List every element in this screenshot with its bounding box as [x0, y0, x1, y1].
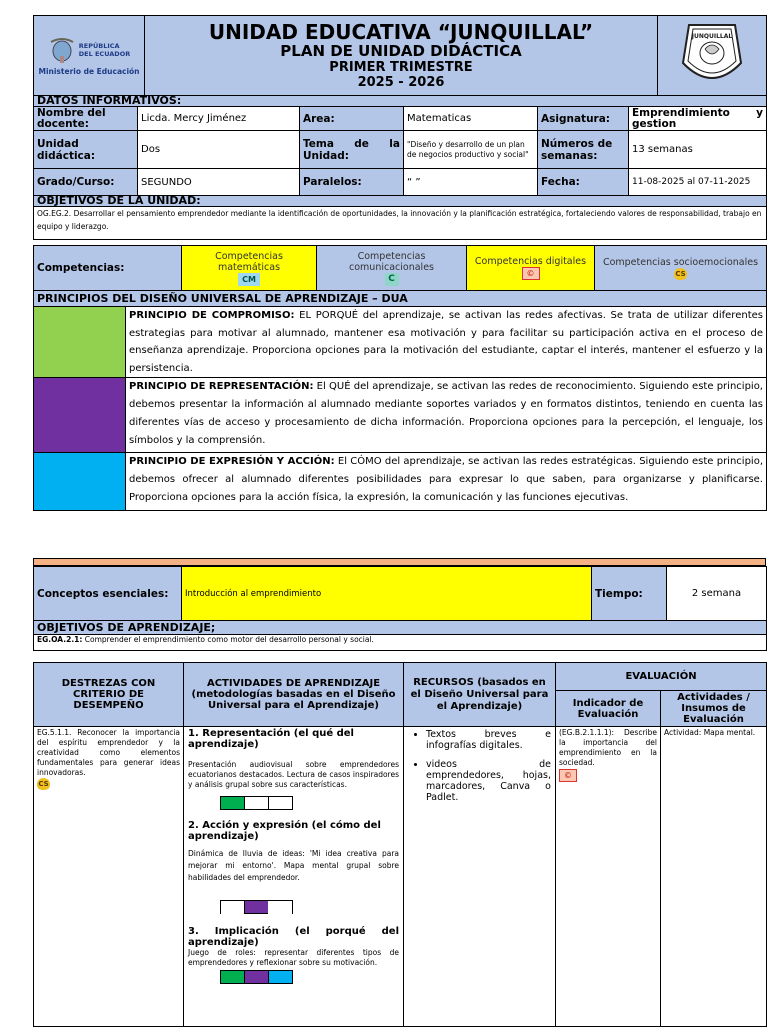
dua-bar-empty [244, 796, 269, 810]
term-title: PRIMER TRIMESTRE [329, 60, 473, 75]
dua-p1-title: PRINCIPIO DE COMPROMISO: [129, 310, 295, 321]
dua-bar-green [220, 970, 245, 984]
learning-objective-text: Comprender el emprendimiento como motor del desarrollo personal y social. [82, 635, 374, 644]
col-resources-header: RECURSOS (basados en el Diseño Universal para el Aprendizaje) [404, 663, 556, 727]
dua-bar-empty [220, 900, 245, 914]
topic-value: "Diseño y desarrollo de un plan de negocios productivo y social" [404, 131, 538, 169]
school-seal [658, 16, 767, 96]
activity-3-text: Juego de roles: representar diferentes tipos de emprendedores y reflexionar sobre su motivación. [188, 948, 399, 967]
activity-2-title: 2. Acción y expresión (el cómo del aprendizaje) [188, 820, 381, 842]
subject-value: Emprendimiento y gestion [629, 107, 767, 131]
skill-cell [34, 727, 184, 1027]
objectives-section-title: OBJETIVOS DE LA UNIDAD: [34, 196, 767, 207]
objectives-text: OG.EG.2. Desarrollar el pensamiento emprendedor mediante la identificación de oportunidades, la innovación y la planificación estratégica, fortaleciendo valores de responsabilidad, trabajo en equipo y liderazgo. [34, 207, 767, 240]
time-label: Tiempo: [592, 567, 667, 621]
socioemotional-competency-icon: CS [38, 780, 49, 788]
grade-value: SEGUNDO [138, 169, 300, 196]
activity-1-title: 1. Representación (el qué del aprendizaje) [188, 728, 354, 750]
activity-3-dua-bars [188, 968, 399, 984]
svg-text:JUNQUILLAL: JUNQUILLAL [691, 32, 733, 40]
parallel-value: “ ” [404, 169, 538, 196]
area-label: Area: [300, 107, 404, 131]
competency-digital [467, 246, 595, 291]
resource-item: • videos de emprendedores, hojas, marcadores, Canva o Padlet. [426, 759, 551, 803]
planning-table [33, 662, 767, 1027]
col-indicator-header: Indicador de Evaluación [556, 691, 661, 727]
col-eval-activities-header: Actividades / Insumos de Evaluación [661, 691, 767, 727]
header-table [33, 15, 767, 96]
competencies-table [33, 245, 767, 291]
dua-table [33, 290, 767, 511]
area-value: Matematicas [404, 107, 538, 131]
dua-bar-empty [268, 900, 293, 914]
plan-title: PLAN DE UNIDAD DIDÁCTICA [280, 42, 522, 60]
school-seal-icon [677, 19, 747, 89]
concepts-table [33, 566, 767, 651]
socioemotional-competency-icon: CS [675, 269, 686, 278]
dua-p3-title: PRINCIPIO DE EXPRESIÓN Y ACCIÓN: [129, 456, 335, 467]
date-label: Fecha: [538, 169, 629, 196]
dua-p2-title: PRINCIPIO DE REPRESENTACIÓN: [129, 381, 314, 392]
dua-principle-commitment [126, 307, 767, 378]
competency-comm-label: Competencias comunicacionales [349, 250, 434, 273]
dua-p3-text: El CÓMO del aprendizaje, se activan las redes estratégicas. Siguiendo este principio, debemos ofrecer al alumnado diferentes posibilidades para expresar lo que saben, para organizarse y planificarse. Proporciona opciones para la acción física, la expresión, la comunicación y las funciones ejecutivas. [129, 456, 763, 503]
learning-objectives-title: OBJETIVOS DE APRENDIZAJE; [34, 621, 767, 635]
dua-p1-text: EL PORQUÉ del aprendizaje, se activan las redes afectivas. Se trata de utilizar diferentes estrategias para motivar al alumnado, mantener esa motivación y para facilitar su participación activa en el proceso de enseñanza aprendizaje. Proporciona opciones para la motivación del estudiante, captar el interés, mantener el esfuerzo y la persistencia. [129, 310, 763, 374]
col-activities-header: ACTIVIDADES DE APRENDIZAJE (metodologías basadas en el Diseño Universal para el Aprendizaje) [184, 663, 404, 727]
concepts-label: Conceptos esenciales: [34, 567, 182, 621]
skill-text: EG.5.1.1. Reconocer la importancia del espíritu emprendedor y la creatividad como elementos fundamentales para generar ideas innovadoras. [37, 728, 180, 777]
digital-competency-icon: © [559, 769, 577, 782]
learning-objective-code: EG.OA.2.1: [37, 635, 83, 644]
grade-label: Grado/Curso: [34, 169, 138, 196]
competency-math-label: Competencias matemáticas [215, 250, 283, 273]
dua-section-title: PRINCIPIOS DEL DISEÑO UNIVERSAL DE APRENDIZAJE – DUA [34, 291, 767, 307]
competency-math [182, 246, 317, 291]
competency-communication [317, 246, 467, 291]
dua-color-expression [34, 453, 126, 511]
teacher-label: Nombre del docente: [34, 107, 138, 131]
indicator-cell [556, 727, 661, 1027]
republic-line1: REPÚBLICA [78, 41, 120, 50]
col-skills-header: DESTREZAS CON CRITERIO DE DESEMPEÑO [34, 663, 184, 727]
activity-2-text: Dinámica de lluvia de ideas: 'Mi idea creativa para mejorar mi entorno'. Mapa mental grupal sobre habilidades del emprendedor. [188, 849, 399, 882]
dua-principle-expression [126, 453, 767, 511]
digital-competency-icon: © [522, 267, 540, 280]
parallel-label: Paralelos: [300, 169, 404, 196]
resource-item: • Textos breves e infografías digitales. [426, 729, 551, 751]
indicator-text: (EG.B.2.1.1.1): Describe la importancia del emprendimiento en la sociedad. [559, 728, 657, 767]
school-name: UNIDAD EDUCATIVA “JUNQUILLAL” [208, 20, 594, 44]
ministry-logo [34, 16, 145, 96]
dua-bar-blue [268, 970, 293, 984]
dua-color-commitment [34, 307, 126, 378]
competency-socioemotional [595, 246, 767, 291]
math-competency-icon: CM [238, 273, 260, 286]
header-titles [145, 16, 658, 96]
weeks-value: 13 semanas [629, 131, 767, 169]
activity-1-text: Presentación audiovisual sobre emprendedores ecuatorianos destacados. Lectura de casos inspiradores y análisis grupal sobre sus características. [188, 760, 399, 789]
weeks-label: Números de semanas: [538, 131, 629, 169]
dua-principle-representation [126, 378, 767, 453]
communication-competency-icon: C [385, 273, 399, 286]
dua-color-representation [34, 378, 126, 453]
info-section-title: DATOS INFORMATIVOS: [34, 96, 767, 107]
dua-bar-green [220, 796, 245, 810]
competency-socio-label: Competencias socioemocionales [602, 256, 759, 268]
republic-line2: DEL ECUADOR [78, 49, 131, 58]
time-value: 2 semana [667, 567, 767, 621]
activity-2-dua-bars [188, 884, 399, 920]
learning-objective [34, 635, 767, 651]
topic-label: Tema de la Unidad: [300, 131, 404, 169]
dua-bar-purple [244, 900, 269, 914]
unit-value: Dos [138, 131, 300, 169]
teacher-value: Licda. Mercy Jiménez [138, 107, 300, 131]
activity-3-title: 3. Implicación (el porqué del aprendizaje) [188, 926, 399, 948]
activity-1-dua-bars [188, 790, 399, 816]
dua-bar-empty [268, 796, 293, 810]
dua-bar-purple [244, 970, 269, 984]
resources-cell [404, 727, 556, 1027]
eval-activity-cell: Actividad: Mapa mental. [661, 727, 767, 1027]
activities-cell [184, 727, 404, 1027]
competencies-label: Competencias: [34, 246, 182, 291]
concepts-value: Introducción al emprendimiento [182, 567, 592, 621]
ministry-name: Ministerio de Educación [38, 66, 140, 76]
unit-label: Unidad didáctica: [34, 131, 138, 169]
ecuador-coat-of-arms-icon [48, 36, 76, 64]
dua-p2-text: El QUÉ del aprendizaje, se activan las redes de reconocimiento. Siguiendo este principio, debemos presentar la información al alumnado mediante soportes variados y en formatos distintos, teniendo en cuenta las diferentes vías de acceso y procesamiento de dicha información. Proporciona opciones para la percepción, el lenguaje, los símbolos y la comprensión. [129, 381, 763, 446]
competency-digital-label: Competencias digitales [474, 256, 587, 267]
section-divider-bar [33, 558, 766, 566]
date-value: 11-08-2025 al 07-11-2025 [629, 169, 767, 196]
col-evaluation-header: EVALUACIÓN [556, 663, 767, 691]
info-table [33, 95, 767, 240]
school-year: 2025 - 2026 [357, 75, 445, 90]
subject-label: Asignatura: [538, 107, 629, 131]
resources-list [408, 729, 551, 803]
